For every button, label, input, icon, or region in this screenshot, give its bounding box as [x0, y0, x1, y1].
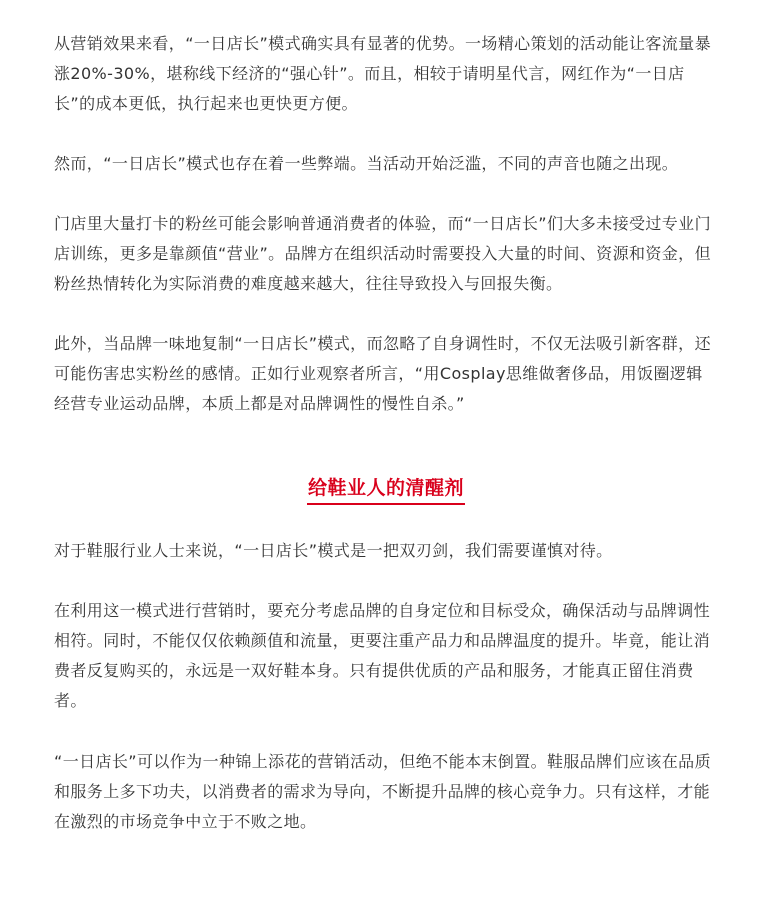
paragraph-brand-tone: 此外，当品牌一味地复制“一日店长”模式，而忽略了自身调性时，不仅无法吸引新客群，还可能伤害忠实粉丝的感情。正如行业观察者所言，“用Cosplay思维做奢侈品，用饭圈逻辑经营专业运动品牌，本质上都是对品牌调性的慢性自杀。”: [54, 334, 711, 413]
paragraph-positioning: 在利用这一模式进行营销时，要充分考虑品牌的自身定位和目标受众，确保活动与品牌调性相符。同时，不能仅仅依赖颜值和流量，更要注重产品力和品牌温度的提升。毕竟，能让消费者反复购买的，永远是一双好鞋本身。只有提供优质的产品和服务，才能真正留住消费者。: [54, 601, 711, 710]
paragraph-double-edged: 对于鞋服行业人士来说，“一日店长”模式是一把双刃剑，我们需要谨慎对待。: [54, 541, 613, 560]
section-heading: 给鞋业人的清醒剂: [307, 473, 465, 505]
paragraph-conclusion: “一日店长”可以作为一种锦上添花的营销活动，但绝不能本末倒置。鞋服品牌们应该在品质和服务上多下功夫，以消费者的需求为导向，不断提升品牌的核心竞争力。只有这样，才能在激烈的市场竞争中立于不败之地。: [54, 752, 711, 831]
paragraph-drawbacks: 然而，“一日店长”模式也存在着一些弊端。当活动开始泛滥，不同的声音也随之出现。: [54, 154, 679, 173]
paragraph-marketing-effect: 从营销效果来看，“一日店长”模式确实具有显著的优势。一场精心策划的活动能让客流量暴涨20%-30%，堪称线下经济的“强心针”。而且，相较于请明星代言，网红作为“一日店长”的成本更低，执行起来也更快更方便。: [54, 34, 711, 113]
paragraph-fan-impact: 门店里大量打卡的粉丝可能会影响普通消费者的体验，而“一日店长”们大多未接受过专业门店训练，更多是靠颜值“营业”。品牌方在组织活动时需要投入大量的时间、资源和资金，但粉丝热情转化为实际消费的难度越来越大，往往导致投入与回报失衡。: [54, 214, 711, 293]
section-heading-container: [54, 473, 718, 503]
article-body: [54, 29, 718, 867]
